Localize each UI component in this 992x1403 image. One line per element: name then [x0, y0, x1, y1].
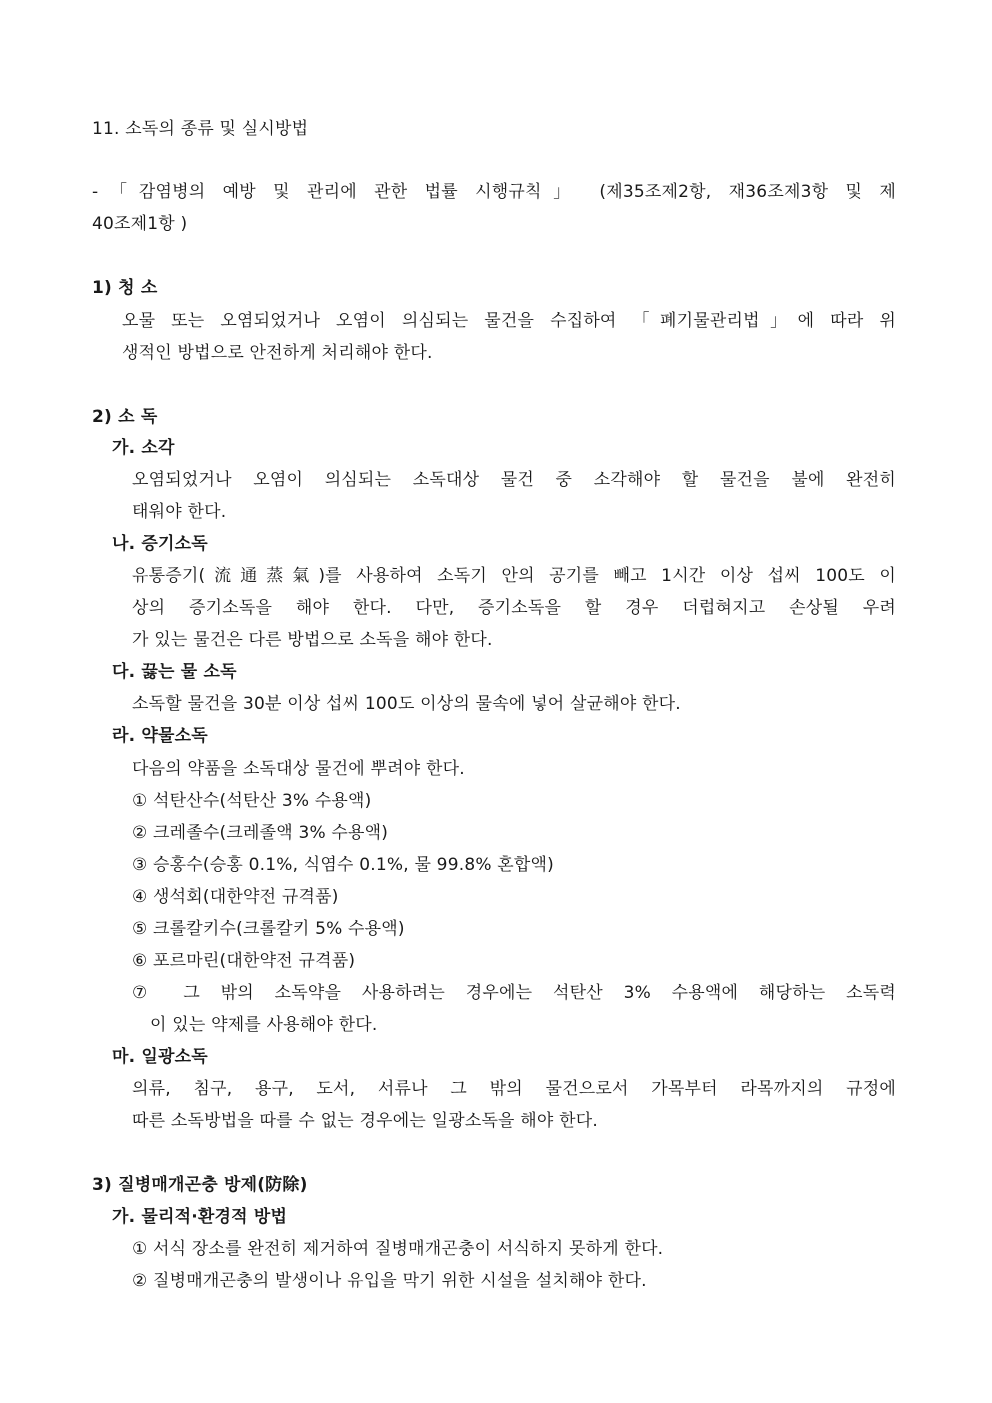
incineration-text-line-2: 태워야 한다. — [132, 502, 227, 522]
sunlight-text-line-1: 의류, 침구, 용구, 도서, 서류나 그 밖의 물건으로서 가목부터 라목까지의 규정에 — [132, 1079, 896, 1099]
subheading-boiling-water: 다. 끓는 물 소독 — [112, 662, 237, 682]
physical-method-item: ① 서식 장소를 완전히 제거하여 질병매개곤충이 서식하지 못하게 한다. — [132, 1239, 664, 1259]
legal-basis-line-1: -「감염병의 예방 및 관리에 관한 법률 시행규칙」 (제35조제2항, 재36조제3항 및 제 — [92, 182, 896, 202]
subheading-incineration: 가. 소각 — [112, 438, 175, 458]
section-title: 11. 소독의 종류 및 실시방법 — [92, 119, 309, 139]
steam-text-line-2: 상의 증기소독을 해야 한다. 다만, 증기소독을 할 경우 더럽혀지고 손상될 우려 — [132, 598, 896, 618]
subheading-steam: 나. 증기소독 — [112, 534, 208, 554]
chemical-intro: 다음의 약품을 소독대상 물건에 뿌려야 한다. — [132, 759, 465, 779]
chemical-item: ② 크레졸수(크레졸액 3% 수용액) — [132, 823, 389, 843]
heading-vector-control: 3) 질병매개곤충 방제(防除) — [92, 1175, 308, 1195]
heading-cleaning: 1) 청 소 — [92, 278, 158, 298]
legal-basis-line-2: 40조제1항 ) — [92, 214, 188, 234]
heading-disinfection: 2) 소 독 — [92, 407, 158, 427]
subheading-chemical: 라. 약물소독 — [112, 726, 208, 746]
chemical-item: ⑦ 그 밖의 소독약을 사용하려는 경우에는 석탄산 3% 수용액에 해당하는 소독력 — [132, 983, 896, 1003]
subheading-sunlight: 마. 일광소독 — [112, 1047, 208, 1067]
chemical-item: ① 석탄산수(석탄산 3% 수용액) — [132, 791, 372, 811]
subheading-physical-methods: 가. 물리적·환경적 방법 — [112, 1207, 288, 1227]
chemical-item-continuation: 이 있는 약제를 사용해야 한다. — [150, 1015, 378, 1035]
chemical-item: ⑥ 포르마린(대한약전 규격품) — [132, 951, 356, 971]
chemical-item: ③ 승홍수(승홍 0.1%, 식염수 0.1%, 물 99.8% 혼합액) — [132, 855, 554, 875]
incineration-text-line-1: 오염되었거나 오염이 의심되는 소독대상 물건 중 소각해야 할 물건을 불에 완전히 — [132, 470, 896, 490]
cleaning-text-line-1: 오물 또는 오염되었거나 오염이 의심되는 물건을 수집하여 「폐기물관리법」에 따라 위 — [122, 311, 896, 331]
chemical-item: ④ 생석회(대한약전 규격품) — [132, 887, 339, 907]
boiling-water-text: 소독할 물건을 30분 이상 섭씨 100도 이상의 물속에 넣어 살균해야 한다. — [132, 694, 681, 714]
sunlight-text-line-2: 따른 소독방법을 따를 수 없는 경우에는 일광소독을 해야 한다. — [132, 1111, 598, 1131]
steam-text-line-1: 유통증기(流通蒸氣)를 사용하여 소독기 안의 공기를 빼고 1시간 이상 섭씨 100도 이 — [132, 566, 896, 586]
steam-text-line-3: 가 있는 물건은 다른 방법으로 소독을 해야 한다. — [132, 630, 493, 650]
cleaning-text-line-2: 생적인 방법으로 안전하게 처리해야 한다. — [122, 343, 433, 363]
physical-method-item: ② 질병매개곤충의 발생이나 유입을 막기 위한 시설을 설치해야 한다. — [132, 1271, 647, 1291]
chemical-item: ⑤ 크롤칼키수(크롤칼키 5% 수용액) — [132, 919, 405, 939]
